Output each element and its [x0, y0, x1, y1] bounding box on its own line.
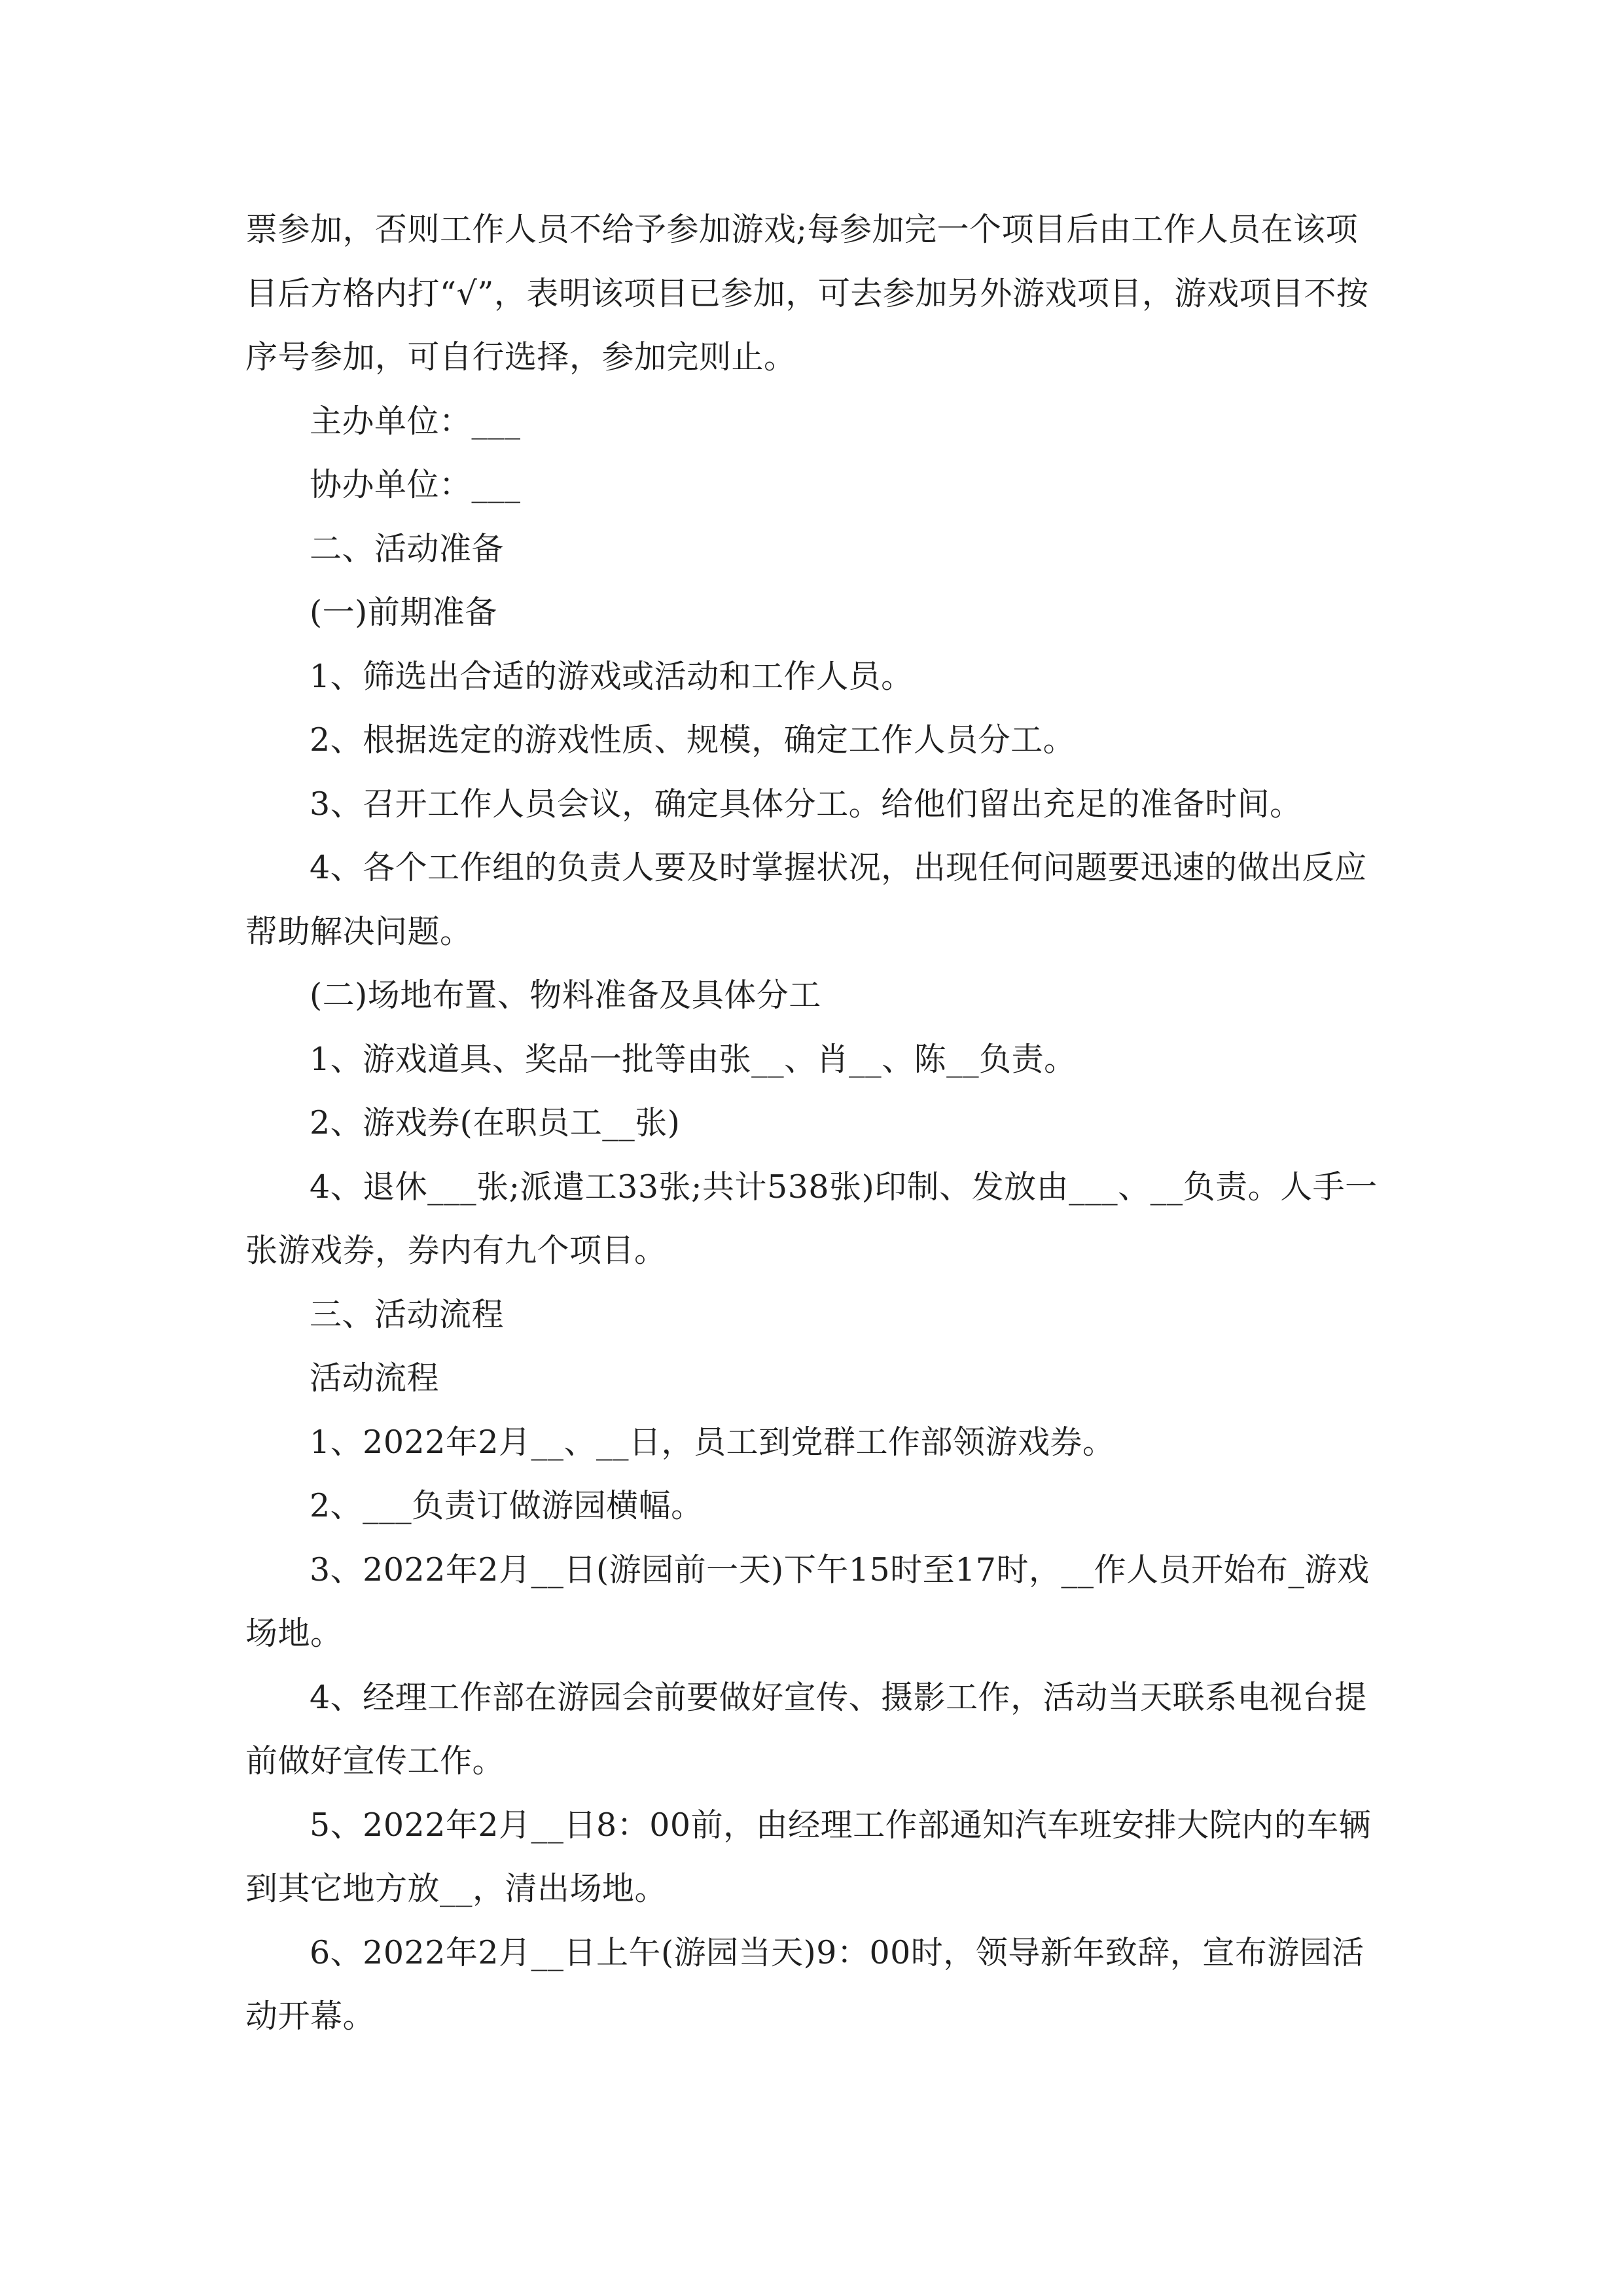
- list-item: 3、召开工作人员会议，确定具体分工。给他们留出充足的准备时间。: [310, 785, 1302, 823]
- list-item: 6、2022年2月__日上午(游园当天)9：00时，领导新年致辞，宣布游园活动开幕。: [245, 1933, 1364, 2035]
- document-body: [245, 198, 1381, 2049]
- list-item: 1、筛选出合适的游戏或活动和工作人员。: [310, 657, 914, 695]
- list-item: 1、游戏道具、奖品一批等由张__、肖__、陈__负责。: [310, 1040, 1077, 1078]
- list-item: 1、2022年2月__、__日，员工到党群工作部领游戏券。: [310, 1423, 1115, 1461]
- section-heading-process: 三、活动流程: [310, 1295, 505, 1333]
- paragraph-co-host: 协办单位：___: [310, 466, 521, 503]
- paragraph-host: 主办单位：___: [310, 402, 521, 440]
- list-item: 4、各个工作组的负责人要及时掌握状况，出现任何问题要迅速的做出反应帮助解决问题。: [245, 849, 1367, 950]
- subheading-early-preparation: (一)前期准备: [310, 594, 497, 631]
- list-item: 5、2022年2月__日8：00前，由经理工作部通知汽车班安排大院内的车辆到其它地方放__，清出场地。: [245, 1806, 1372, 1907]
- subheading-venue-materials: (二)场地布置、物料准备及具体分工: [310, 977, 821, 1014]
- list-item: 4、经理工作部在游园会前要做好宣传、摄影工作，活动当天联系电视台提前做好宣传工作。: [245, 1678, 1367, 1780]
- list-item: 4、退休___张;派遣工33张;共计538张)印制、发放由___、__负责。人手一张游戏券，券内有九个项目。: [245, 1168, 1378, 1269]
- section-heading-preparation: 二、活动准备: [310, 529, 505, 567]
- list-item: 2、根据选定的游戏性质、规模，确定工作人员分工。: [310, 721, 1076, 759]
- list-item: 2、___负责订做游园横幅。: [310, 1487, 704, 1524]
- paragraph-rules-continued: 票参加，否则工作人员不给予参加游戏;每参加完一个项目后由工作人员在该项目后方格内打“√”，表明该项目已参加，可去参加另外游戏项目，游戏项目不按序号参加，可自行选择，参加完则止。: [245, 211, 1369, 376]
- list-item: 3、2022年2月__日(游园前一天)下午15时至17时，__作人员开始布_游戏场地。: [245, 1551, 1370, 1652]
- list-item: 2、游戏券(在职员工__张): [310, 1104, 681, 1141]
- subheading-process: 活动流程: [310, 1359, 440, 1397]
